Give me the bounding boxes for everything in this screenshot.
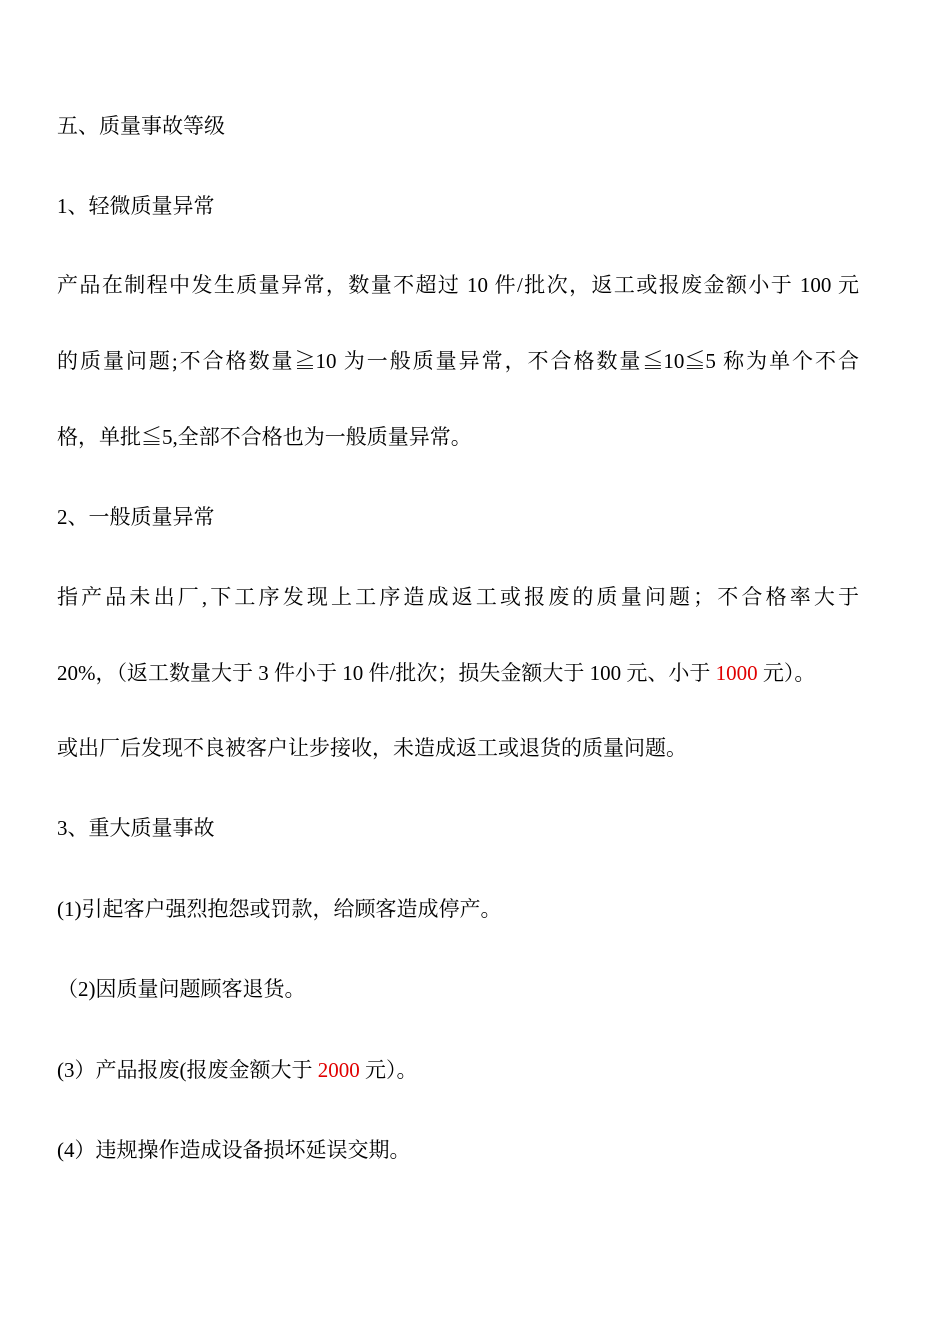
- paragraph-line: 格，单批≦5,全部不合格也为一般质量异常。: [57, 425, 472, 449]
- list-item: [57, 1057, 418, 1083]
- subsection-title-major: 3、重大质量事故: [57, 816, 215, 840]
- list-item: (4）违规操作造成设备损坏延误交期。: [57, 1138, 411, 1162]
- list-item: （2)因质量问题顾客退货。: [57, 977, 306, 1001]
- highlighted-amount: 2000: [317, 1058, 360, 1082]
- highlighted-amount: 1000: [715, 661, 758, 685]
- list-item: (1)引起客户强烈抱怨或罚款，给顾客造成停产。: [57, 897, 502, 921]
- paragraph-line: 的质量问题;不合格数量≧10 为一般质量异常，不合格数量≦10≦5 称为单个不合: [57, 349, 859, 373]
- text-run: (3）产品报废(报废金额大于: [57, 1058, 318, 1082]
- paragraph-line: [57, 660, 815, 686]
- text-run: 元）。: [359, 1058, 418, 1082]
- paragraph-line: 产品在制程中发生质量异常，数量不超过 10 件/批次，返工或报废金额小于 100 元: [57, 273, 859, 297]
- subsection-title-general: 2、一般质量异常: [57, 505, 215, 529]
- paragraph-line: 指产品未出厂,下工序发现上工序造成返工或报废的质量问题；不合格率大于: [57, 585, 859, 609]
- paragraph-line: 或出厂后发现不良被客户让步接收，未造成返工或退货的质量问题。: [57, 736, 687, 760]
- text-run: 20%，（返工数量大于 3 件小于 10 件/批次；损失金额大于 100 元、小于: [57, 661, 716, 685]
- subsection-title-minor: 1、轻微质量异常: [57, 194, 215, 218]
- section-heading: 五、质量事故等级: [57, 114, 225, 138]
- text-run: 元）。: [757, 661, 816, 685]
